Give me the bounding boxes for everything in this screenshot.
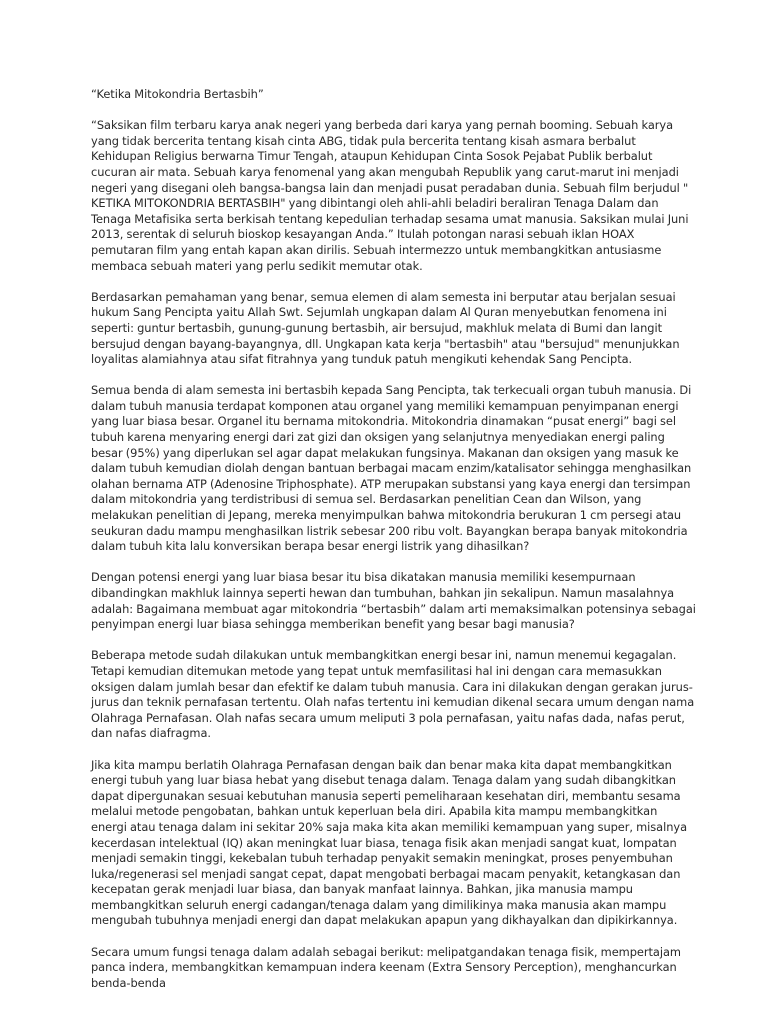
paragraph-5: Beberapa metode sudah dilakukan untuk membangkitkan energi besar ini, namun menemui kegagalan. Tetapi kemudian ditemukan metode yang tepat untuk memfasilitasi hal ini dengan cara memasukkan oksigen dalam jumlah besar dan efektif ke dalam tubuh manusia. Cara ini dilakukan dengan gerakan jurus-jurus dan teknik pernafasan tertentu. Olah nafas tertentu ini kemudian dikenal secara umum dengan nama Olahraga Pernafasan. Olah nafas secara umum meliputi 3 pola pernafasan, yaitu nafas dada, nafas perut, dan nafas diafragma. bbox=[91, 648, 695, 741]
document-page bbox=[91, 87, 696, 1007]
paragraph-1: “Saksikan film terbaru karya anak negeri yang berbeda dari karya yang pernah booming. Sebuah karya yang tidak bercerita tentang kisah cinta ABG, tidak pula bercerita tentang kisah asmara berbalut Kehidupan Religius berwarna Timur Tengah, ataupun Kehidupan Cinta Sosok Pejabat Publik berbalut cucuran air mata. Sebuah karya fenomenal yang akan mengubah Republik yang carut-marut ini menjadi negeri yang disegani oleh bangsa-bangsa lain dan menjadi pusat peradaban dunia. Sebuah film berjudul " KETIKA MITOKONDRIA BERTASBIH" yang dibintangi oleh ahli-ahli beladiri beraliran Tenaga Dalam dan Tenaga Metafisika serta berkisah tentang kepedulian terhadap sesama umat manusia. Saksikan mulai Juni 2013, serentak di seluruh bioskop kesayangan Anda.” Itulah potongan narasi sebuah iklan HOAX pemutaran film yang entah kapan akan dirilis. Sebuah intermezzo untuk membangkitkan antusiasme membaca sebuah materi yang perlu sedikit memutar otak. bbox=[91, 118, 689, 273]
paragraph-7: Secara umum fungsi tenaga dalam adalah sebagai berikut: melipatgandakan tenaga fisik, mempertajam panca indera, membangkitkan kemampuan indera keenam (Extra Sensory Perception), menghancurkan benda-benda bbox=[91, 944, 681, 990]
paragraph-3: Semua benda di alam semesta ini bertasbih kepada Sang Pencipta, tak terkecuali organ tubuh manusia. Di dalam tubuh manusia terdapat komponen atau organel yang memiliki kemampuan penyimpanan energi yang luar biasa besar. Organel itu bernama mitokondria. Mitokondria dinamakan “pusat energi” bagi sel tubuh karena menyaring energi dari zat gizi dan oksigen yang selanjutnya menyediakan energi paling besar (95%) yang diperlukan sel agar dapat melakukan fungsinya. Makanan dan oksigen yang masuk ke dalam tubuh kemudian diolah dengan bantuan berbagai macam enzim/katalisator sehingga menghasilkan olahan bernama ATP (Adenosine Triphosphate). ATP merupakan substansi yang kaya energi dan tersimpan dalam mitokondria yang terdistribusi di semua sel. Berdasarkan penelitian Cean dan Wilson, yang melakukan penelitian di Jepang, mereka menyimpulkan bahwa mitokondria berukuran 1 cm persegi atau seukuran dadu mampu menghasilkan listrik sebesar 200 ribu volt. Bayangkan berapa banyak mitokondria dalam tubuh kita lalu konversikan berapa besar energi listrik yang dihasilkan? bbox=[91, 383, 692, 554]
paragraph-4: Dengan potensi energi yang luar biasa besar itu bisa dikatakan manusia memiliki kesempurnaan dibandingkan makhluk lainnya seperti hewan dan tumbuhan, bahkan jin sekalipun. Namun masalahnya adalah: Bagaimana membuat agar mitokondria “bertasbih” dalam arti memaksimalkan potensinya sebagai penyimpan energi luar biasa sehingga memberikan benefit yang besar bagi manusia? bbox=[91, 570, 696, 632]
document-title: “Ketika Mitokondria Bertasbih” bbox=[91, 87, 264, 101]
paragraph-6: Jika kita mampu berlatih Olahraga Pernafasan dengan baik dan benar maka kita dapat membangkitkan energi tubuh yang luar biasa hebat yang disebut tenaga dalam. Tenaga dalam yang sudah dibangkitkan dapat dipergunakan sesuai kebutuhan manusia seperti pemeliharaan kesehatan diri, membantu sesama melalui metode pengobatan, bahkan untuk keperluan bela diri. Apabila kita mampu membangkitkan energi atau tenaga dalam ini sekitar 20% saja maka kita akan memiliki kemampuan yang super, misalnya kecerdasan intelektual (IQ) akan meningkat luar biasa, tenaga fisik akan menjadi sangat kuat, lompatan menjadi semakin tinggi, kekebalan tubuh terhadap penyakit semakin meningkat, proses penyembuhan luka/regenerasi sel menjadi sangat cepat, dapat mengobati berbagai macam penyakit, ketangkasan dan kecepatan gerak menjadi luar biasa, dan banyak manfaat lainnya. Bahkan, jika manusia mampu membangkitkan seluruh energi cadangan/tenaga dalam yang dimilikinya maka manusia akan mampu mengubah tubuhnya menjadi energi dan dapat melakukan apapun yang dikhayalkan dan dipikirkannya. bbox=[91, 757, 688, 928]
paragraph-2: Berdasarkan pemahaman yang benar, semua elemen di alam semesta ini berputar atau berjalan sesuai hukum Sang Pencipta yaitu Allah Swt. Sejumlah ungkapan dalam Al Quran menyebutkan fenomena ini seperti: guntur bertasbih, gunung-gunung bertasbih, air bersujud, makhluk melata di Bumi dan langit bersujud dengan bayang-bayangnya, dll. Ungkapan kata kerja "bertasbih" atau "bersujud" menunjukkan loyalitas alamiahnya atau sifat fitrahnya yang tunduk patuh mengikuti kehendak Sang Pencipta. bbox=[91, 289, 680, 367]
